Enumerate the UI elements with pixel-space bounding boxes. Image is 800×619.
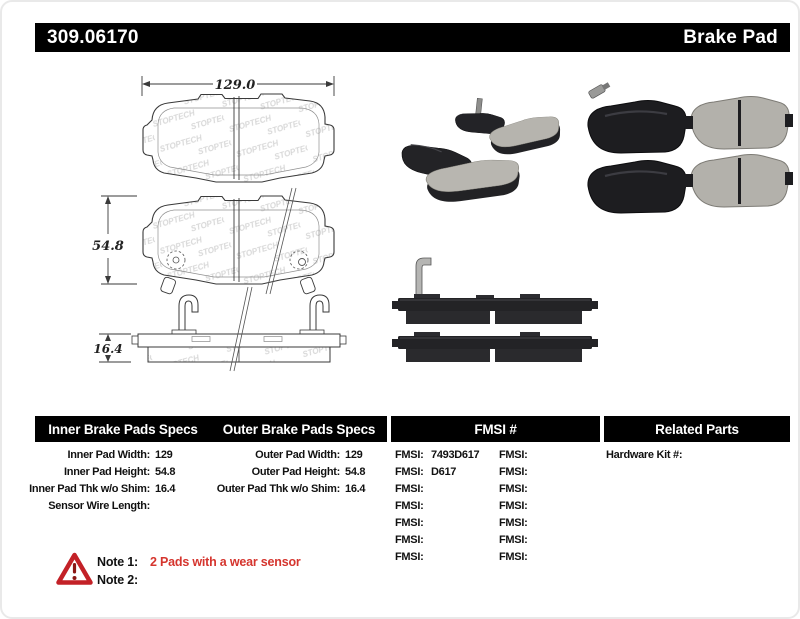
note1-label: Note 1:	[97, 555, 138, 569]
spec-row	[20, 480, 175, 497]
fmsi-label: FMSI:	[395, 465, 424, 478]
fmsi-label: FMSI:	[499, 465, 528, 478]
spec-label: Inner Pad Height:	[64, 465, 150, 478]
fmsi-row	[395, 480, 479, 497]
notes-section	[97, 553, 301, 589]
fmsi-header-bar	[391, 416, 600, 442]
spec-value: 129	[345, 448, 363, 461]
dimension-thickness-label: 16.4	[93, 342, 123, 356]
dimension-width	[142, 76, 334, 96]
spec-row	[210, 446, 365, 463]
edge-pad-top	[392, 294, 598, 324]
inner-specs-column	[20, 446, 175, 514]
related-part-row	[606, 446, 687, 463]
pad-front-outer	[143, 94, 334, 182]
inner-specs-header: Inner Brake Pads Specs	[48, 421, 198, 437]
dimension-width-label: 129.0	[214, 78, 256, 93]
spec-label: Outer Pad Thk w/o Shim:	[216, 482, 340, 495]
dimension-height	[92, 196, 137, 284]
spec-label: Inner Pad Width:	[67, 448, 150, 461]
note-2	[97, 571, 301, 589]
fmsi-label: FMSI:	[499, 533, 528, 546]
fmsi-row	[395, 548, 479, 565]
dimension-thickness	[93, 334, 131, 362]
note1-text: 2 Pads with a wear sensor	[149, 555, 301, 569]
spec-value: 16.4	[155, 482, 176, 495]
spec-row	[20, 497, 175, 514]
spec-label: Outer Pad Height:	[251, 465, 340, 478]
fmsi-label: FMSI:	[499, 448, 528, 461]
fmsi-label: FMSI:	[499, 482, 528, 495]
fmsi-row	[395, 514, 479, 531]
spec-value: 54.8	[155, 465, 176, 478]
fmsi-label: FMSI:	[395, 516, 424, 529]
fmsi-row	[499, 548, 535, 565]
fmsi-label: FMSI:	[499, 516, 528, 529]
fmsi-header: FMSI #	[474, 421, 517, 437]
spec-row	[20, 463, 175, 480]
note2-label: Note 2:	[97, 573, 138, 587]
fmsi-column-2	[499, 446, 535, 565]
related-parts-column	[606, 446, 687, 463]
fmsi-row	[499, 480, 535, 497]
pad-front-inner	[143, 188, 334, 295]
fmsi-row	[499, 531, 535, 548]
fmsi-label: FMSI:	[395, 550, 424, 563]
edge-pad-bottom	[392, 332, 598, 362]
fmsi-label: FMSI:	[395, 482, 424, 495]
fmsi-label: FMSI:	[499, 550, 528, 563]
related-part-label: Hardware Kit #:	[606, 448, 683, 461]
fmsi-row	[395, 463, 479, 480]
spec-row	[210, 463, 365, 480]
photo-pads-edge	[390, 248, 605, 370]
spec-value: 129	[155, 448, 173, 461]
warning-icon	[56, 552, 93, 586]
fmsi-row	[395, 446, 479, 463]
fmsi-row	[499, 446, 535, 463]
fmsi-row	[499, 514, 535, 531]
spec-label: Sensor Wire Length:	[48, 499, 150, 512]
dimension-height-label: 54.8	[92, 239, 124, 254]
related-parts-header: Related Parts	[655, 421, 739, 437]
spec-value: 16.4	[345, 482, 366, 495]
spec-value: 54.8	[345, 465, 366, 478]
fmsi-row	[395, 497, 479, 514]
outer-specs-header: Outer Brake Pads Specs	[222, 421, 376, 437]
part-number: 309.06170	[47, 26, 139, 48]
fmsi-column-1	[395, 446, 479, 565]
fmsi-row	[499, 463, 535, 480]
spec-label: Inner Pad Thk w/o Shim:	[29, 482, 150, 495]
fmsi-row	[395, 531, 479, 548]
note-1	[97, 553, 301, 571]
technical-drawing	[37, 64, 397, 414]
fmsi-label: FMSI:	[395, 499, 424, 512]
spec-label: Outer Pad Width:	[255, 448, 340, 461]
fmsi-label: FMSI:	[395, 533, 424, 546]
photo-pads-flat	[580, 86, 792, 218]
fmsi-value: D617	[431, 465, 457, 478]
pad-side-view	[132, 287, 346, 371]
related-parts-header-bar	[604, 416, 790, 442]
header-bar	[35, 23, 790, 52]
spec-row	[20, 446, 175, 463]
fmsi-label: FMSI:	[395, 448, 424, 461]
photo-pads-angled	[398, 94, 534, 206]
outer-specs-column	[210, 446, 365, 497]
fmsi-row	[499, 497, 535, 514]
fmsi-label: FMSI:	[499, 499, 528, 512]
fmsi-value: 7493D617	[431, 448, 480, 461]
product-name: Brake Pad	[683, 26, 778, 48]
spec-row	[210, 480, 365, 497]
specs-header-bar	[35, 416, 387, 442]
